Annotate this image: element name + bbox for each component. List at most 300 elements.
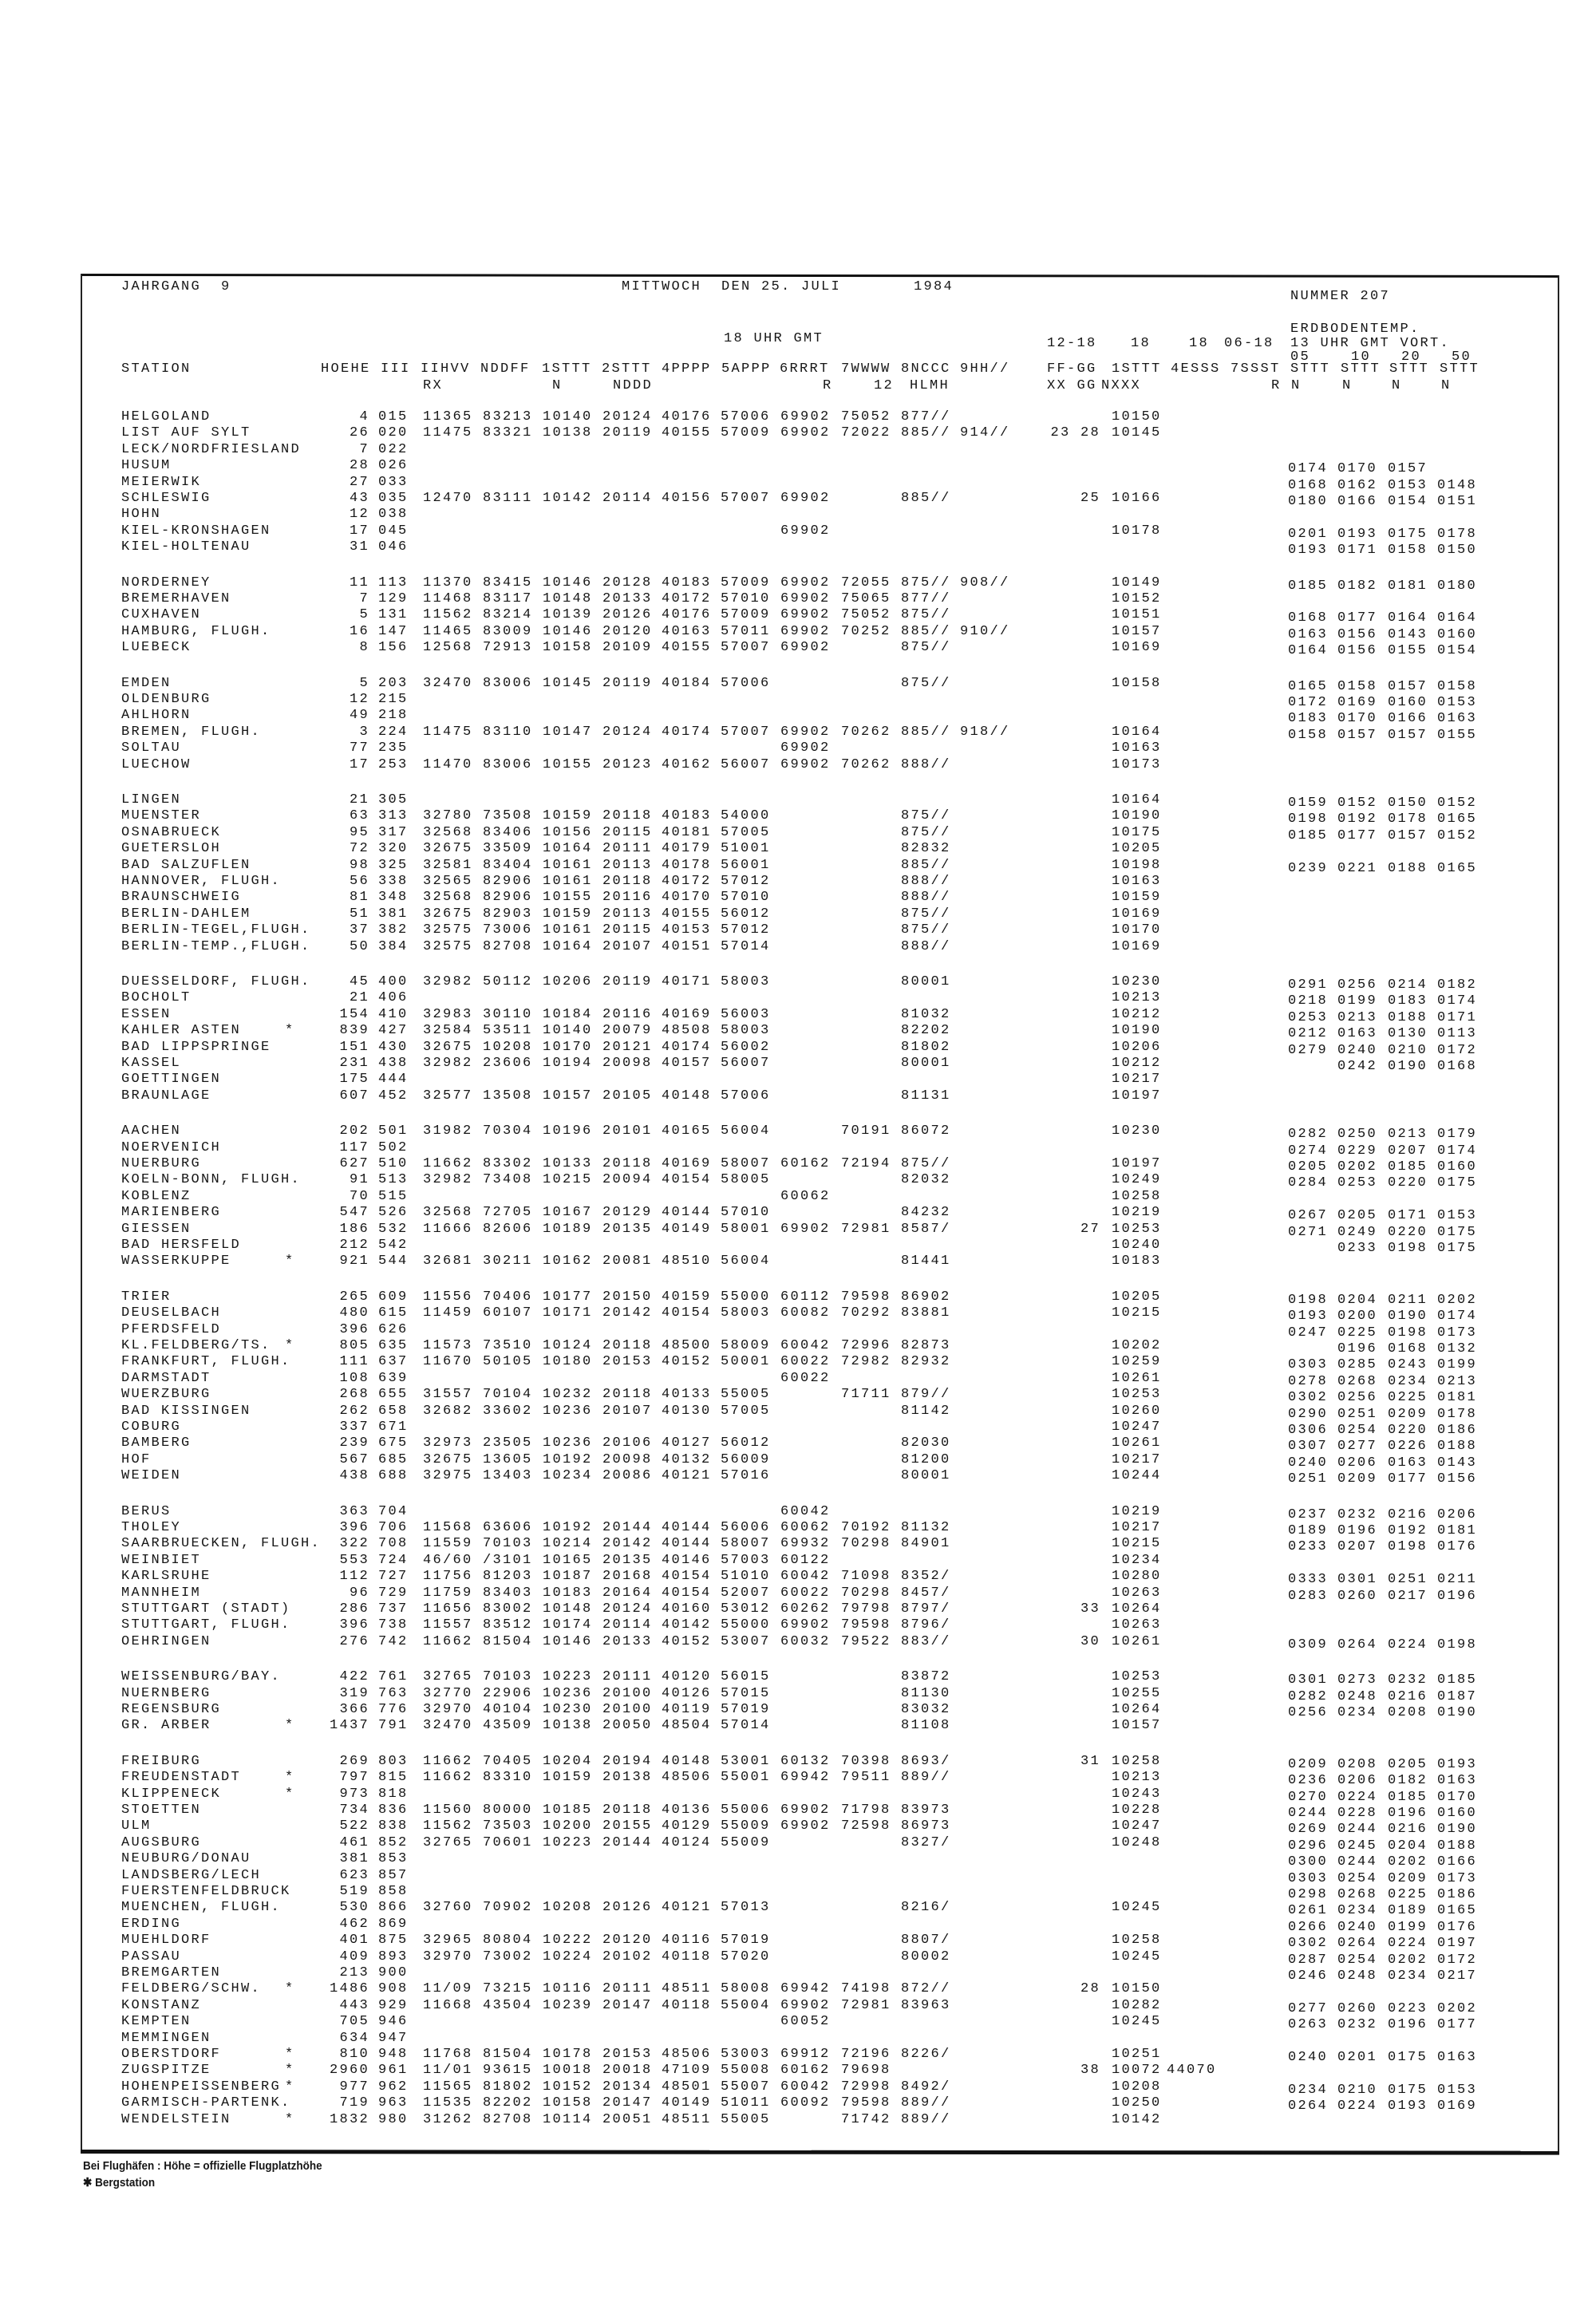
value-iii: 020 [378,425,409,440]
value-nddff: 83002 [483,1601,533,1617]
station-name: NUERNBERG [121,1686,211,1701]
value-iii: 815 [378,1770,409,1785]
value-extra: 918// [960,725,1010,740]
value-iii: 893 [378,1949,409,1964]
soil-temp: 0224 [1337,1790,1378,1805]
station-name: KIEL-KRONSHAGEN [121,523,271,539]
value-nddff: 60107 [483,1305,533,1321]
subhead-n-10: N [1342,378,1353,393]
soil-temp: 0193 [1388,2099,1428,2114]
soil-temp: 0143 [1388,627,1428,642]
value-height: 2960 [329,2063,369,2078]
station-name: HOF [121,1452,152,1467]
value-iii: 980 [378,2112,409,2127]
soil-temp: 0279 [1288,1043,1329,1058]
value-iihvv: 32568 [423,1205,473,1220]
value-iihvv: 11756 [423,1569,473,1584]
soil-temp: 0196 [1388,2017,1428,2032]
value-tendency: 57013 [721,1900,771,1915]
value-iii: 452 [378,1088,409,1104]
value-precip: 69932 [780,1536,831,1551]
column-header: 6RRRT [780,361,830,377]
value-clouds: 875// [901,575,951,590]
value-precip: 60022 [780,1371,831,1386]
value-pressure: 40121 [662,1468,712,1483]
value-pressure: 40142 [662,1617,712,1633]
soil-temp: 0196 [1388,1806,1428,1821]
subhead-n: N [552,378,563,393]
soil-temp-title: ERDBODENTEMP. [1290,322,1420,337]
value-nddff: 23505 [483,1435,533,1451]
value-iihvv: 31262 [423,2112,473,2127]
soil-temp: 0196 [1337,1523,1378,1538]
value-height: 805 [339,1338,369,1353]
soil-temp: 0249 [1337,1225,1378,1240]
value-nddff: 83403 [483,1585,533,1601]
station-name: HAMBURG, FLUGH. [121,624,271,639]
value-height: 56 [349,874,369,889]
value-iii: 313 [378,808,409,823]
value-dewpoint: 20118 [602,874,653,889]
soil-temp: 0232 [1337,2017,1378,2032]
value-clouds: 81130 [901,1686,951,1701]
value-pressure: 40163 [662,624,712,639]
soil-temp: 0198 [1288,811,1329,827]
station-name: WUERZBURG [121,1387,211,1402]
soil-temp: 0175 [1388,2083,1428,2098]
value-iihvv: 11465 [423,624,473,639]
soil-temp: 0163 [1437,711,1478,726]
value-iihvv: 32975 [423,1468,473,1483]
value-iii: 384 [378,939,409,954]
value-nddff: 33602 [483,1404,533,1419]
value-tendency: 57010 [721,591,771,606]
value-height: 21 [349,990,369,1005]
soil-temp: 0168 [1437,1059,1478,1074]
value-dewpoint: 20113 [602,906,653,922]
station-name: CUXHAVEN [121,607,202,622]
mountain-station-marker: * [285,1981,295,1996]
value-dewpoint: 20098 [602,1452,653,1467]
value-temp: 10215 [543,1172,593,1187]
station-name: DUESSELDORF, FLUGH. [121,974,311,989]
wind-gust: 31 [1080,1754,1100,1769]
soil-temp: 0236 [1288,1773,1329,1788]
value-clouds: 888// [901,874,951,889]
value-pressure: 40155 [662,425,712,440]
soil-temp: 0165 [1437,861,1478,876]
value-tendency: 55009 [721,1818,771,1834]
soil-temp: 0188 [1388,1010,1428,1025]
value-clouds: 885// [901,624,951,639]
soil-temp: 0309 [1288,1637,1329,1652]
value-clouds: 875// [901,922,951,938]
soil-temp: 0181 [1437,1390,1478,1405]
station-name: LANDSBERG/LECH [121,1868,262,1883]
value-clouds: 82202 [901,1023,951,1038]
station-name: KLIPPENECK [121,1787,222,1802]
soil-temp: 0157 [1388,461,1428,476]
soil-temp: 0166 [1388,711,1428,726]
value-iii: 444 [378,1072,409,1087]
value-tendency: 53012 [721,1601,771,1617]
value-iii: 708 [378,1536,409,1551]
value-clouds: 81142 [901,1404,951,1419]
value-height: 8 [359,640,369,655]
value-dewpoint: 20111 [602,841,653,856]
value-weather: 79798 [841,1601,891,1617]
value-dewpoint: 20118 [602,1803,653,1818]
value-height: 839 [339,1023,369,1038]
value-dewpoint: 20126 [602,1900,653,1915]
soil-temp: 0205 [1388,1757,1428,1772]
column-header: STTT [1290,361,1331,377]
soil-temp: 0199 [1388,1920,1428,1935]
value-nddff: 70304 [483,1123,533,1139]
soil-temp: 0264 [1288,2099,1329,2114]
value-temp: 10189 [543,1222,593,1237]
value-precip: 60122 [780,1553,831,1568]
value-clouds: 80002 [901,1949,951,1964]
soil-temp: 0198 [1388,1539,1428,1554]
soil-temp: 0193 [1288,543,1329,558]
value-clouds: 8226/ [901,2047,951,2062]
value-clouds: 80001 [901,974,951,989]
soil-temp: 0240 [1288,1455,1329,1471]
temp-18: 10215 [1112,1536,1162,1551]
station-name: HOHENPEISSENBERG [121,2079,282,2095]
value-height: 443 [339,1998,369,2013]
station-column-label: STATION [121,361,192,377]
value-tendency: 57020 [721,1949,771,1964]
station-name: OBERSTDORF [121,2047,222,2062]
soil-temp: 0165 [1437,811,1478,827]
station-name: BREMGARTEN [121,1965,222,1980]
value-nddff: 13403 [483,1468,533,1483]
value-nddff: 72705 [483,1205,533,1220]
value-nddff: 83006 [483,676,533,691]
station-name: FELDBERG/SCHW. [121,1981,262,1996]
station-name: ULM [121,1818,152,1834]
temp-18: 10245 [1112,1900,1162,1915]
value-tendency: 57003 [721,1553,771,1568]
soil-temp: 0264 [1337,1637,1378,1652]
value-pressure: 40156 [662,491,712,506]
value-tendency: 57015 [721,1686,771,1701]
soil-temp: 0234 [1388,1374,1428,1389]
report-year: 1984 [914,279,954,294]
value-height: 547 [339,1205,369,1220]
value-temp: 10146 [543,1634,593,1649]
value-height: 213 [339,1965,369,1980]
value-precip: 60032 [780,1634,831,1649]
value-precip: 69902 [780,1803,831,1818]
soil-temp: 0266 [1288,1920,1329,1935]
value-dewpoint: 20164 [602,1585,653,1601]
value-iihvv: 32581 [423,858,473,873]
station-name: AHLHORN [121,708,192,723]
value-pressure: 40118 [662,1998,712,2013]
value-iii: 253 [378,757,409,772]
value-weather: 79598 [841,2095,891,2110]
soil-temp: 0176 [1437,1539,1478,1554]
station-name: STUTTGART, FLUGH. [121,1617,291,1633]
value-dewpoint: 20119 [602,974,653,989]
soil-temp: 0302 [1288,1936,1329,1951]
soil-temp: 0284 [1288,1175,1329,1190]
temp-18: 10157 [1112,624,1162,639]
temp-18: 10213 [1112,1770,1162,1785]
value-nddff: 93615 [483,2063,533,2078]
value-iihvv: 46/60 [423,1553,473,1568]
station-name: AUGSBURG [121,1835,202,1850]
temp-18: 10159 [1112,890,1162,905]
value-weather: 72022 [841,425,891,440]
value-height: 422 [339,1669,369,1684]
column-header: FF-GG [1047,361,1097,377]
soil-temp: 0185 [1437,1672,1478,1688]
soil-temp: 0176 [1437,1920,1478,1935]
value-temp: 10161 [543,922,593,938]
soil-temp: 0202 [1388,1854,1428,1870]
value-precip: 69902 [780,1998,831,2013]
value-precip: 69902 [780,591,831,606]
value-dewpoint: 20126 [602,607,653,622]
value-tendency: 55005 [721,1387,771,1402]
soil-temp: 0209 [1288,1757,1329,1772]
value-pressure: 40157 [662,1056,712,1071]
airport-height-note: Bei Flughäfen : Höhe = offizielle Flugplatzhöhe [83,2159,322,2173]
value-clouds: 877// [901,591,951,606]
value-dewpoint: 20120 [602,1933,653,1948]
value-temp: 10177 [543,1289,593,1305]
value-tendency: 53007 [721,1634,771,1649]
value-pressure: 47109 [662,2063,712,2078]
value-iihvv: 11475 [423,725,473,740]
value-nddff: 83111 [483,491,533,506]
soil-temp: 0216 [1388,1822,1428,1837]
value-weather: 72981 [841,1222,891,1237]
value-clouds: 885// [901,858,951,873]
value-iihvv: 32470 [423,676,473,691]
value-pressure: 40153 [662,922,712,938]
temp-18: 10280 [1112,1569,1162,1584]
value-iii: 215 [378,692,409,707]
value-height: 973 [339,1787,369,1802]
soil-temp: 0130 [1388,1026,1428,1041]
value-height: 810 [339,2047,369,2062]
value-height: 627 [339,1156,369,1171]
value-temp: 10170 [543,1040,593,1055]
value-iii: 675 [378,1435,409,1451]
value-pressure: 40169 [662,1007,712,1022]
value-weather: 75052 [841,409,891,424]
value-clouds: 875// [901,1156,951,1171]
temp-18: 10259 [1112,1354,1162,1369]
value-iii: 438 [378,1056,409,1071]
value-tendency: 57009 [721,607,771,622]
value-temp: 10138 [543,425,593,440]
value-dewpoint: 20051 [602,2112,653,2127]
value-height: 797 [339,1770,369,1785]
value-temp: 10116 [543,1981,593,1996]
value-precip: 60022 [780,1354,831,1369]
soil-temp: 0163 [1337,1026,1378,1041]
value-nddff: 83110 [483,725,533,740]
station-name: BERLIN-DAHLEM [121,906,251,922]
mountain-station-marker: * [285,2079,295,2095]
value-nddff: 73002 [483,1949,533,1964]
value-height: 45 [349,974,369,989]
soil-temp: 0204 [1388,1838,1428,1854]
soil-temp: 0157 [1388,728,1428,743]
value-tendency: 57011 [721,624,771,639]
temp-18: 10230 [1112,974,1162,989]
wind-gust: 27 [1080,1222,1100,1237]
value-height: 396 [339,1617,369,1633]
value-weather: 72998 [841,2079,891,2095]
soil-temp: 0282 [1288,1689,1329,1704]
value-clouds: 885// [901,491,951,506]
value-pressure: 40151 [662,939,712,954]
temp-18: 10158 [1112,676,1162,691]
value-iihvv: 11666 [423,1222,473,1237]
subhead-nddd: NDDD [613,378,654,393]
value-height: 519 [339,1884,369,1899]
value-temp: 10165 [543,1553,593,1568]
value-pressure: 40121 [662,1900,712,1915]
soil-temp: 0282 [1288,1127,1329,1142]
time-18-a: 18 [1131,336,1152,351]
soil-temp: 0198 [1388,1325,1428,1341]
value-iihvv: 11562 [423,1818,473,1834]
wind-gust: 30 [1080,1634,1100,1649]
value-iii: 609 [378,1289,409,1305]
value-pressure: 40144 [662,1205,712,1220]
value-precip: 69902 [780,1222,831,1237]
value-height: 623 [339,1868,369,1883]
value-temp: 10140 [543,1023,593,1038]
value-height: 26 [349,425,369,440]
observation-time: 18 UHR GMT [724,331,824,346]
value-iii: 961 [378,2063,409,2078]
value-weather: 70292 [841,1305,891,1321]
soil-temp: 0177 [1337,828,1378,843]
value-dewpoint: 20115 [602,825,653,840]
temp-18: 10164 [1112,725,1162,740]
value-weather: 70262 [841,757,891,772]
soil-temp: 0158 [1288,728,1329,743]
value-tendency: 57006 [721,1088,771,1104]
station-name: HANNOVER, FLUGH. [121,874,282,889]
station-name: LINGEN [121,792,182,807]
value-clouds: 889// [901,1770,951,1785]
value-clouds: 81802 [901,1040,951,1055]
temp-18: 10260 [1112,1404,1162,1419]
soil-temp: 0254 [1337,1953,1378,1968]
soil-temp: 0171 [1388,1208,1428,1223]
value-iihvv: 11370 [423,575,473,590]
soil-temp: 0185 [1388,1159,1428,1175]
value-temp: 10148 [543,591,593,606]
temp-18: 10145 [1112,425,1162,440]
soil-temp: 0169 [1437,2099,1478,2114]
value-weather: 79511 [841,1770,891,1785]
value-nddff: 70104 [483,1387,533,1402]
value-iihvv: 32973 [423,1435,473,1451]
value-iii: 761 [378,1669,409,1684]
value-nddff: 40104 [483,1702,533,1717]
soil-temp: 0273 [1337,1672,1378,1688]
value-height: 28 [349,458,369,473]
soil-temp: 0168 [1288,610,1329,626]
soil-temp: 0172 [1288,695,1329,710]
value-iii: 836 [378,1803,409,1818]
value-clouds: 8216/ [901,1900,951,1915]
temp-18: 10183 [1112,1254,1162,1269]
value-iii: 908 [378,1981,409,1996]
value-iii: 542 [378,1238,409,1253]
value-precip: 69902 [780,523,831,539]
value-clouds: 8587/ [901,1222,951,1237]
soil-temp: 0150 [1437,543,1478,558]
value-clouds: 8797/ [901,1601,951,1617]
soil-temp: 0274 [1288,1143,1329,1159]
soil-temp: 0253 [1288,1010,1329,1025]
soil-time: 13 UHR GMT VORT. [1290,336,1451,351]
value-precip: 60042 [780,2079,831,2095]
soil-temp: 0209 [1388,1871,1428,1886]
station-name: KL.FELDBERG/TS. [121,1338,271,1353]
soil-temp: 0190 [1437,1705,1478,1720]
value-height: 12 [349,507,369,522]
value-nddff: 43509 [483,1718,533,1733]
value-iihvv: 32568 [423,825,473,840]
soil-temp: 0151 [1437,494,1478,509]
soil-temp: 0210 [1388,1043,1428,1058]
station-name: WEIDEN [121,1468,182,1483]
value-tendency: 56001 [721,858,771,873]
frame-top-rule [81,274,1559,278]
value-dewpoint: 20153 [602,2047,653,2062]
value-temp: 10156 [543,825,593,840]
value-iihvv: 11557 [423,1617,473,1633]
soil-temp: 0156 [1337,627,1378,642]
soil-temp: 0307 [1288,1439,1329,1454]
mountain-station-marker: * [285,1254,295,1269]
value-dewpoint: 20153 [602,1354,653,1369]
value-iihvv: 11468 [423,591,473,606]
temp-18: 10240 [1112,1238,1162,1253]
temp-18: 10164 [1112,792,1162,807]
soil-temp: 0190 [1388,1059,1428,1074]
value-dewpoint: 20168 [602,1569,653,1584]
value-tendency: 58003 [721,1023,771,1038]
value-clouds: 81108 [901,1718,951,1733]
value-dewpoint: 20116 [602,890,653,905]
station-name: WASSERKUPPE [121,1254,231,1269]
value-clouds: 86973 [901,1818,951,1834]
value-iii: 532 [378,1222,409,1237]
value-nddff: 70103 [483,1669,533,1684]
value-temp: 10018 [543,2063,593,2078]
value-nddff: 63606 [483,1520,533,1535]
soil-temp: 0268 [1337,1887,1378,1902]
temp-18: 10247 [1112,1420,1162,1435]
soil-temp: 0211 [1388,1293,1428,1308]
station-name: MEMMINGEN [121,2031,211,2046]
value-clouds: 82832 [901,841,951,856]
